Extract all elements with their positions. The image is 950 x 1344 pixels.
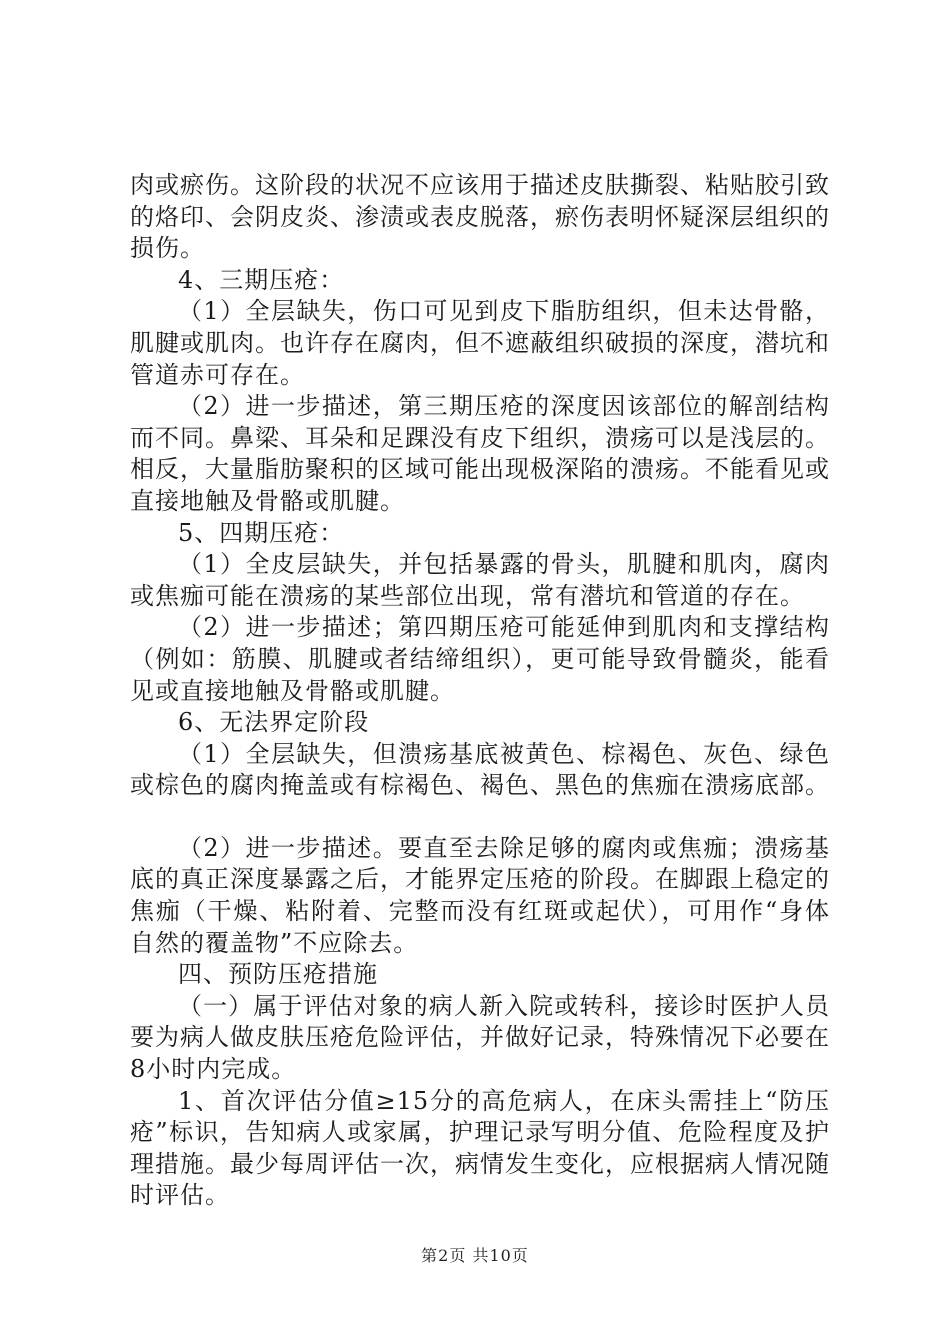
paragraph: 肉或瘀伤。这阶段的状况不应该用于描述皮肤撕裂、粘贴胶引致的烙印、会阴皮炎、渗渍或表皮脱落，瘀伤表明怀疑深层组织的损伤。 <box>130 171 830 263</box>
paragraph: （2）进一步描述。要直至去除足够的腐肉或焦痂；溃疡基底的真正深度暴露之后，才能界定压疮的阶段。在脚跟上稳定的焦痂（干燥、粘附着、完整而没有红斑或起伏），可用作“身体自然的覆盖物”不应除去。 <box>130 833 830 957</box>
paragraph-gap <box>130 802 830 833</box>
paragraph: 1、首次评估分值≥15分的高危病人，在床头需挂上“防压疮”标识，告知病人或家属，护理记录写明分值、危险程度及护理措施。最少每周评估一次，病情发生变化，应根据病人情况随时评估。 <box>130 1086 830 1210</box>
section-heading: 5、四期压疮： <box>178 518 345 547</box>
paragraph: （1）全层缺失，但溃疡基底被黄色、棕褐色、灰色、绿色或棕色的腐肉掩盖或有棕褐色、褐色、黑色的焦痂在溃疡底部。 <box>130 739 830 800</box>
document-body <box>130 170 830 1212</box>
section-heading: 6、无法界定阶段 <box>178 708 370 737</box>
paragraph: （一）属于评估对象的病人新入院或转科，接诊时医护人员要为病人做皮肤压疮危险评估，并做好记录，特殊情况下必要在8小时内完成。 <box>130 991 830 1084</box>
paragraph: （2）进一步描述，第三期压疮的深度因该部位的解剖结构而不同。鼻梁、耳朵和足踝没有皮下组织，溃疡可以是浅层的。相反，大量脂肪聚积的区域可能出现极深陷的溃疡。不能看见或直接地触及骨骼或肌腱。 <box>130 392 830 515</box>
paragraph: （1）全层缺失，伤口可见到皮下脂肪组织，但未达骨骼，肌腱或肌肉。也许存在腐肉，但不遮蔽组织破损的深度，潜坑和管道赤可存在。 <box>130 297 830 389</box>
page-number-footer: 第2页 共10页 <box>421 1246 529 1265</box>
paragraph: （2）进一步描述；第四期压疮可能延伸到肌肉和支撑结构（例如：筋膜、肌腱或者结缔组织），更可能导致骨髓炎，能看见或直接地触及骨骼或肌腱。 <box>130 613 830 705</box>
section-heading: 四、预防压疮措施 <box>178 960 378 989</box>
section-heading: 4、三期压疮： <box>178 265 345 294</box>
paragraph: （1）全皮层缺失，并包括暴露的骨头，肌腱和肌肉，腐肉或焦痂可能在溃疡的某些部位出现，常有潜坑和管道的存在。 <box>130 550 830 610</box>
